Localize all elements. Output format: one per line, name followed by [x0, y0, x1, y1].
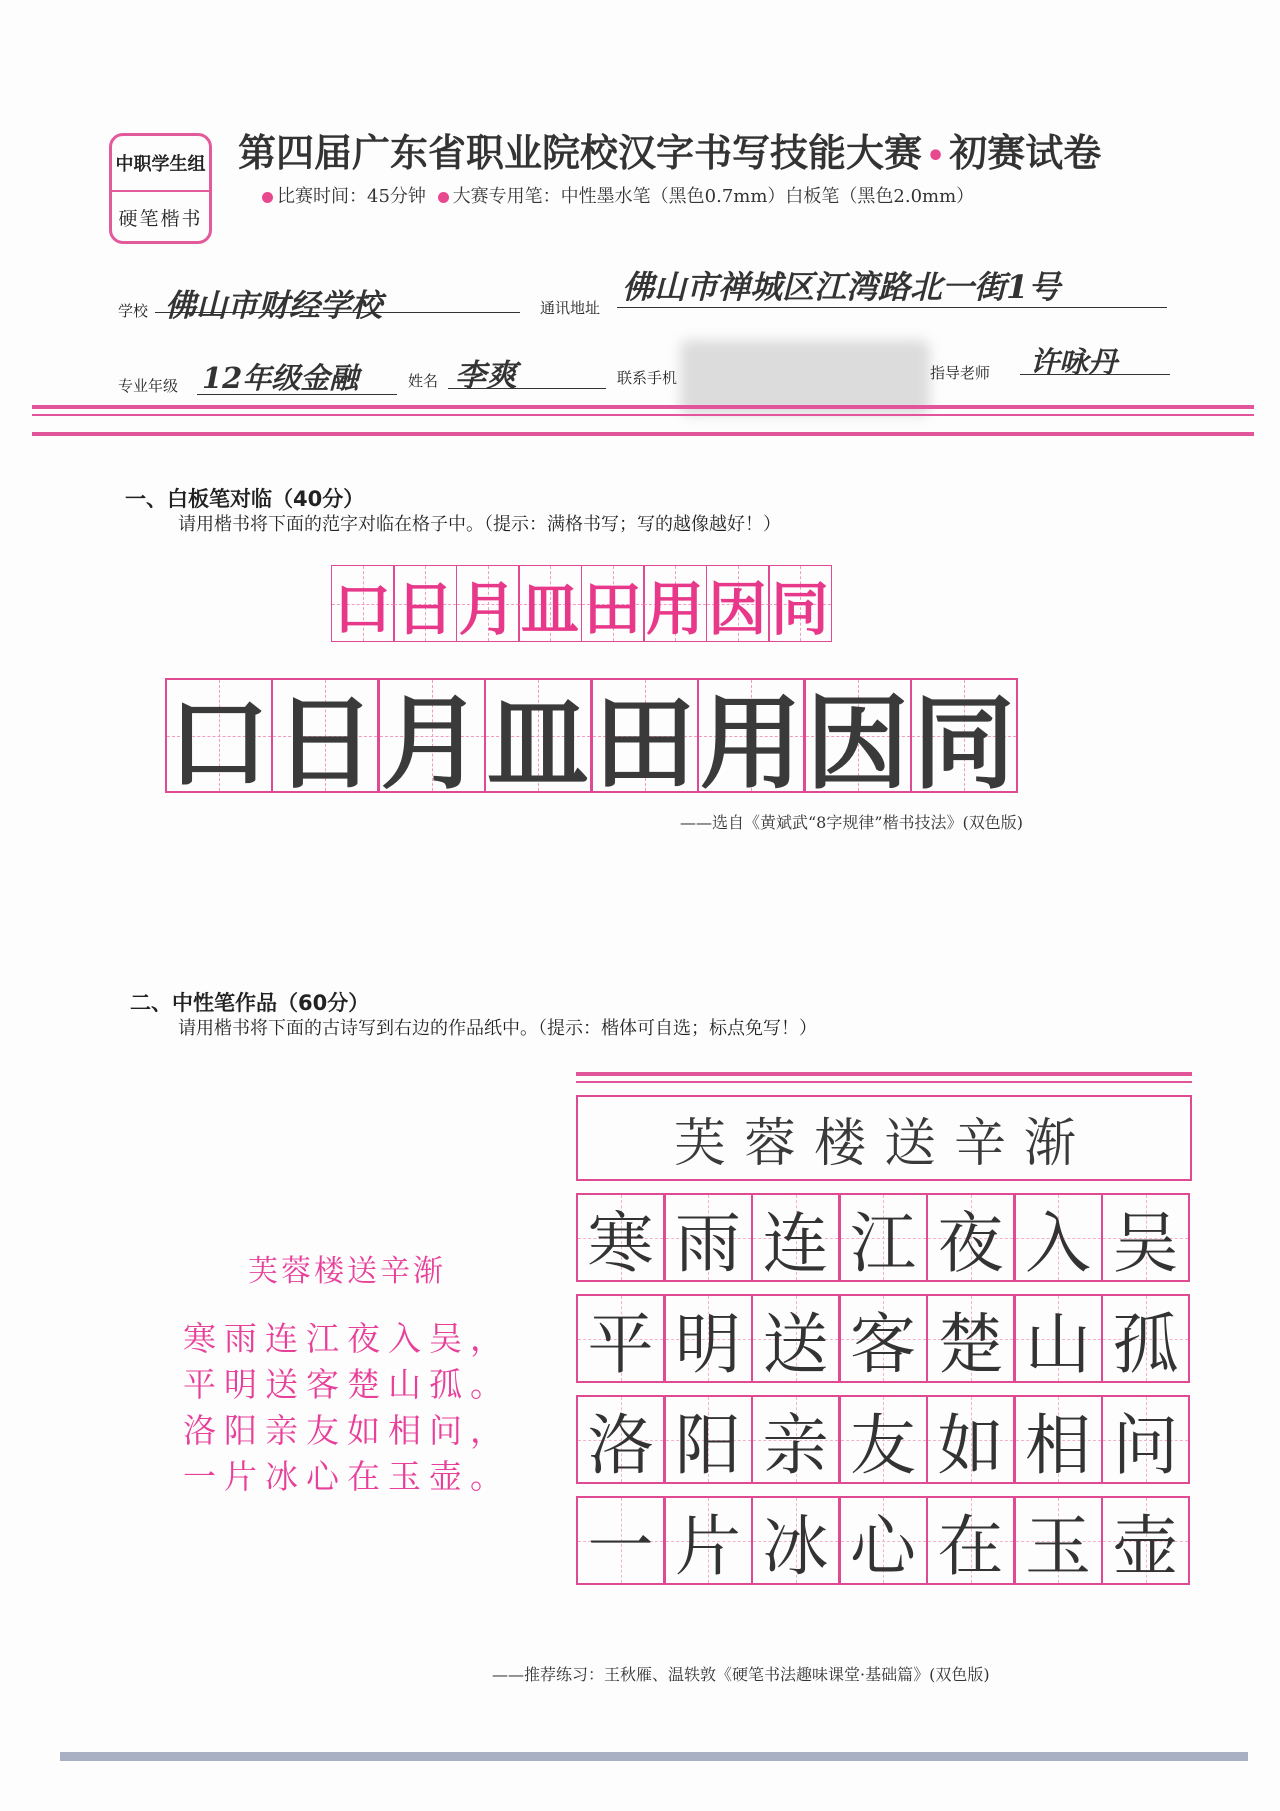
- poem-title: 芙蓉楼送辛渐: [248, 1254, 446, 1289]
- grid-cell[interactable]: [664, 1496, 753, 1585]
- grid-char: 明: [675, 1306, 741, 1383]
- grid-cell[interactable]: [484, 678, 592, 804]
- grid-cell[interactable]: [165, 678, 273, 804]
- grid-cell[interactable]: [576, 1496, 665, 1585]
- address-label: 通讯地址: [540, 299, 601, 317]
- grid-char: 送: [762, 1306, 829, 1383]
- section2-heading: 二、中性笔作品（60分）: [130, 991, 370, 1015]
- work-row: [578, 1193, 1193, 1282]
- grid-char: 问: [1112, 1407, 1179, 1484]
- grid-cell[interactable]: [591, 678, 699, 804]
- section1-heading: 一、白板笔对临（40分）: [125, 487, 365, 511]
- grid-char: 雨: [675, 1205, 741, 1282]
- grid-char: 客: [850, 1306, 916, 1383]
- grid-char: 孤: [1112, 1306, 1179, 1383]
- grid-char: 用: [645, 574, 704, 643]
- grid-cell[interactable]: [697, 678, 805, 804]
- grid-char: 皿: [487, 684, 589, 804]
- grid-char: 亲: [762, 1407, 829, 1484]
- grid-char: 片: [675, 1508, 741, 1585]
- grid-cell[interactable]: [576, 1193, 665, 1282]
- grid-cell[interactable]: [271, 678, 379, 804]
- grid-char: 寒: [587, 1205, 654, 1282]
- grid-cell[interactable]: [518, 565, 582, 642]
- grid-char: 楚: [937, 1306, 1004, 1383]
- redacted-phone: [680, 340, 930, 415]
- grid-char: 用: [700, 684, 802, 804]
- teacher-value[interactable]: 许咏丹: [1030, 345, 1118, 379]
- grid-char: 洛: [587, 1407, 654, 1484]
- grid-cell[interactable]: [1101, 1294, 1190, 1383]
- divider-rule: [32, 414, 1254, 416]
- major-label: 专业年级: [118, 377, 179, 395]
- grid-cell[interactable]: [706, 565, 770, 642]
- poem-line: 平明送客楚山孤。: [183, 1365, 511, 1404]
- grid-cell[interactable]: [1101, 1395, 1190, 1484]
- grid-char: 如: [937, 1407, 1004, 1484]
- grid-cell[interactable]: [1014, 1294, 1103, 1383]
- grid-cell[interactable]: [576, 1294, 665, 1383]
- grid-char: 平: [587, 1306, 654, 1383]
- pen-label: 大赛专用笔：中性墨水笔（黑色0.7mm）白板笔（黑色2.0mm）: [452, 186, 975, 207]
- badge-style: 硬笔楷书: [118, 208, 203, 230]
- grid-cell[interactable]: [839, 1193, 928, 1282]
- grid-char: 江: [850, 1205, 916, 1282]
- grid-cell[interactable]: [378, 678, 486, 804]
- grid-char: 月: [380, 684, 483, 804]
- grid-cell[interactable]: [910, 678, 1018, 804]
- grid-cell[interactable]: [1014, 1395, 1103, 1484]
- name-label: 姓名: [408, 372, 439, 390]
- grid-cell[interactable]: [643, 565, 707, 642]
- bullet-dot-icon: [262, 192, 273, 203]
- address-value[interactable]: 佛山市禅城区江湾路北一街1号: [622, 268, 1061, 306]
- teacher-label: 指导老师: [930, 364, 991, 382]
- work-title[interactable]: 芙蓉楼送辛渐: [576, 1095, 1192, 1181]
- poem-line: 一片冰心在玉壶。: [183, 1457, 511, 1496]
- model-char-row: [332, 565, 832, 642]
- grid-char: 日: [274, 684, 376, 804]
- grid-char: 山: [1025, 1306, 1091, 1383]
- work-rule: [576, 1072, 1192, 1076]
- grid-char: 一: [587, 1508, 654, 1585]
- grid-cell[interactable]: [1014, 1496, 1103, 1585]
- poem-reference: [182, 1246, 512, 1500]
- grid-char: 田: [593, 684, 696, 804]
- grid-cell[interactable]: [664, 1193, 753, 1282]
- work-rule: [576, 1081, 1192, 1083]
- grid-cell[interactable]: [751, 1294, 840, 1383]
- work-row: [578, 1496, 1193, 1585]
- grid-cell[interactable]: [751, 1193, 840, 1282]
- grid-char: 日: [395, 574, 454, 643]
- grid-cell[interactable]: [1101, 1193, 1190, 1282]
- grid-char: 冰: [762, 1508, 829, 1585]
- section2-instruction: 请用楷书将下面的古诗写到右边的作品纸中。（提示：楷体可自选；标点免写！）: [178, 1018, 817, 1039]
- grid-cell[interactable]: [839, 1294, 928, 1383]
- grid-cell[interactable]: [839, 1496, 928, 1585]
- exam-info: [262, 182, 974, 208]
- grid-char: 玉: [1025, 1508, 1091, 1585]
- grid-cell[interactable]: [331, 565, 395, 642]
- grid-cell[interactable]: [926, 1294, 1015, 1383]
- grid-cell[interactable]: [926, 1395, 1015, 1484]
- grid-cell[interactable]: [1014, 1193, 1103, 1282]
- grid-char: 因: [708, 574, 767, 643]
- title-dot: •: [926, 139, 946, 174]
- grid-char: 同: [770, 574, 829, 643]
- divider-rule: [32, 432, 1254, 436]
- grid-char: 友: [850, 1407, 916, 1484]
- grid-char: 吴: [1112, 1205, 1179, 1282]
- grid-char: 同: [913, 684, 1015, 804]
- source-credit: ——选自《黄斌武“8字规律”楷书技法》(双色版): [680, 813, 1024, 832]
- grid-char: 入: [1025, 1205, 1091, 1282]
- work-row: [578, 1395, 1193, 1484]
- bullet-dot-icon: [438, 192, 449, 203]
- grid-cell[interactable]: [1101, 1496, 1190, 1585]
- time-label: 比赛时间：45分钟: [277, 186, 426, 207]
- grid-cell[interactable]: [664, 1294, 753, 1383]
- page-title: [238, 122, 1101, 177]
- grid-cell[interactable]: [768, 565, 832, 642]
- grid-char: 阳: [675, 1407, 741, 1484]
- grid-char: 连: [762, 1205, 829, 1282]
- practice-char-row[interactable]: [166, 678, 1018, 804]
- grid-cell[interactable]: [456, 565, 520, 642]
- grid-char: 夜: [937, 1205, 1004, 1282]
- grid-cell[interactable]: [839, 1395, 928, 1484]
- grid-char: 月: [458, 574, 517, 643]
- phone-label: 联系手机: [617, 369, 678, 387]
- grid-cell[interactable]: [751, 1496, 840, 1585]
- title-tail: 初赛试卷: [949, 131, 1102, 175]
- badge-group: 中职学生组: [112, 136, 209, 192]
- work-sheet[interactable]: [576, 1072, 1192, 1585]
- grid-cell[interactable]: [581, 565, 645, 642]
- grid-char: 在: [937, 1508, 1004, 1585]
- grid-char: 皿: [520, 574, 579, 643]
- grid-char: 因: [806, 684, 909, 804]
- grid-cell[interactable]: [576, 1395, 665, 1484]
- poem-line: 寒雨连江夜入吴，: [183, 1319, 511, 1358]
- grid-char: 相: [1025, 1407, 1091, 1484]
- grid-cell[interactable]: [751, 1395, 840, 1484]
- divider-rule: [32, 405, 1254, 409]
- recommend-credit: ——推荐练习：王秋雁、温轶敦《硬笔书法趣味课堂·基础篇》(双色版): [492, 1665, 990, 1684]
- grid-char: 田: [583, 574, 642, 643]
- school-value[interactable]: 佛山市财经学校: [165, 288, 382, 324]
- grid-cell[interactable]: [926, 1193, 1015, 1282]
- grid-char: 口: [167, 684, 270, 804]
- section1-instruction: 请用楷书将下面的范字对临在格子中。（提示：满格书写；写的越像越好！）: [178, 514, 781, 535]
- bottom-bar: [60, 1752, 1248, 1761]
- work-grid[interactable]: [576, 1193, 1192, 1585]
- poem-line: 洛阳亲友如相问，: [183, 1411, 511, 1450]
- grid-cell[interactable]: [664, 1395, 753, 1484]
- school-label: 学校: [118, 302, 149, 320]
- major-value[interactable]: 12年级金融: [202, 361, 359, 395]
- name-value[interactable]: 李爽: [455, 358, 517, 394]
- title-main: 第四届广东省职业院校汉字书写技能大赛: [238, 131, 923, 175]
- grid-cell[interactable]: [393, 565, 457, 642]
- work-row: [578, 1294, 1193, 1383]
- grid-char: 壶: [1112, 1508, 1179, 1585]
- grid-char: 心: [850, 1508, 916, 1585]
- grid-cell[interactable]: [804, 678, 912, 804]
- category-badge: [109, 133, 212, 244]
- grid-cell[interactable]: [926, 1496, 1015, 1585]
- grid-char: 口: [333, 574, 392, 643]
